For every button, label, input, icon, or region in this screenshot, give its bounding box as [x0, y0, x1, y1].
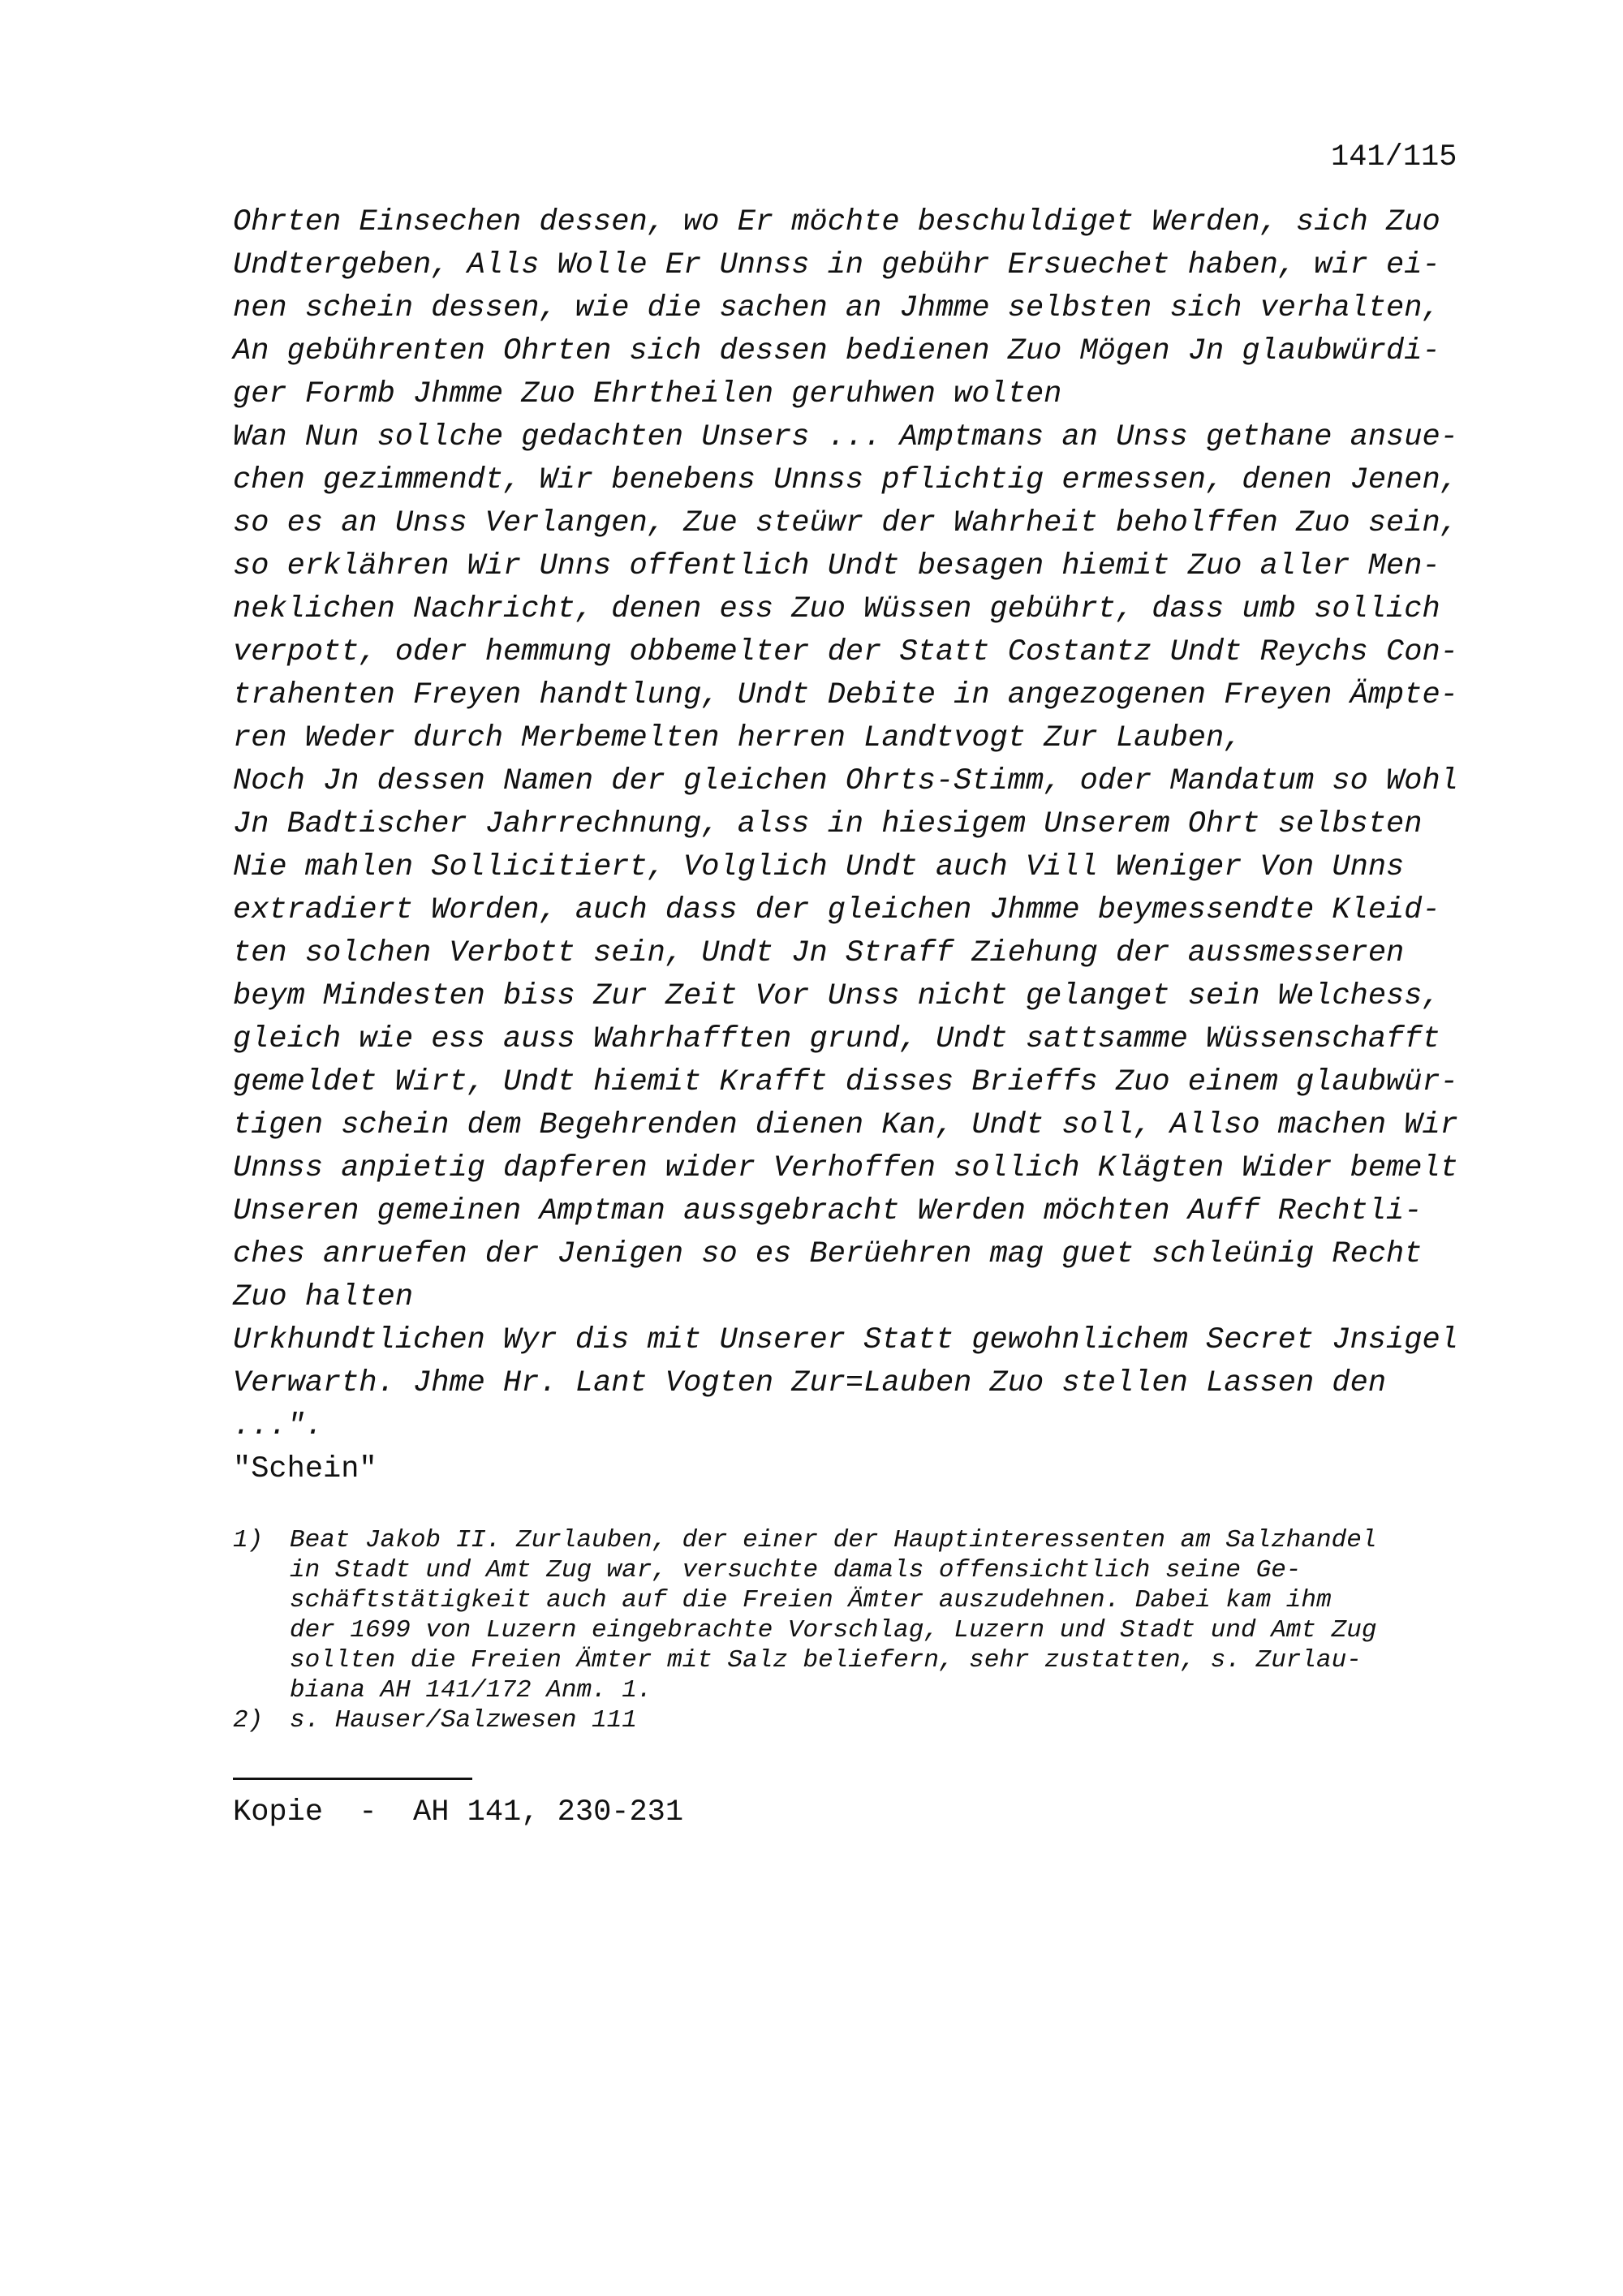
footnote-number: 1)	[233, 1526, 264, 1554]
footnotes	[233, 1525, 1499, 1735]
body-line: Ohrten Einsechen dessen, wo Er möchte beschuldiget Werden, sich Zuo	[233, 205, 1440, 239]
body-text	[233, 201, 1499, 1491]
body-line: Undtergeben, Alls Wolle Er Unnss in gebühr Ersuechet haben, wir ei-	[233, 248, 1440, 282]
footnote-line: sollten die Freien Ämter mit Salz beliefern, sehr zustatten, s. Zurlau-	[290, 1646, 1362, 1675]
body-line: nen schein dessen, wie die sachen an Jhmme selbsten sich verhalten,	[233, 291, 1440, 325]
page-number: 141/115	[1331, 140, 1457, 174]
schein-label: "Schein"	[233, 1452, 377, 1486]
footnote-text	[290, 1525, 1499, 1705]
body-line: Unnss anpietig dapferen wider Verhoffen sollich Klägten Wider bemelt	[233, 1151, 1458, 1185]
body-line: ren Weder durch Merbemelten herren Landtvogt Zur Lauben,	[233, 721, 1242, 755]
body-line: so erklähren Wir Unns offentlich Undt besagen hiemit Zuo aller Men-	[233, 549, 1440, 583]
footnote-line: Beat Jakob II. Zurlauben, der einer der Hauptinteressenten am Salzhandel	[290, 1526, 1377, 1554]
body-line: so es an Unss Verlangen, Zue steüwr der Wahrheit beholffen Zuo sein,	[233, 506, 1458, 540]
body-line: neklichen Nachricht, denen ess Zuo Wüssen gebührt, dass umb sollich	[233, 592, 1440, 626]
body-line: extradiert Worden, auch dass der gleichen Jhmme beymessendte Kleid-	[233, 893, 1440, 927]
body-line: gemeldet Wirt, Undt hiemit Krafft disses Brieffs Zuo einem glaubwür-	[233, 1065, 1458, 1099]
footnote-line: der 1699 von Luzern eingebrachte Vorschlag, Luzern und Stadt und Amt Zug	[290, 1616, 1377, 1645]
footnote-separator	[233, 1778, 472, 1780]
body-line: ten solchen Verbott sein, Undt Jn Straff Ziehung der aussmesseren	[233, 936, 1405, 970]
body-line: chen gezimmendt, Wir benebens Unnss pflichtig ermessen, denen Jenen,	[233, 463, 1458, 497]
body-line: ...".	[233, 1409, 324, 1443]
source-reference: Kopie - AH 141, 230-231	[233, 1795, 684, 1829]
body-line: An gebührenten Ohrten sich dessen bedienen Zuo Mögen Jn glaubwürdi-	[233, 334, 1440, 368]
footnote-line: s. Hauser/Salzwesen 111	[290, 1706, 637, 1735]
body-line: Jn Badtischer Jahrrechnung, alss in hiesigem Unserem Ohrt selbsten	[233, 807, 1423, 841]
footnote-line: schäftstätigkeit auch auf die Freien Ämter auszudehnen. Dabei kam ihm	[290, 1586, 1332, 1615]
body-line: Wan Nun sollche gedachten Unsers ... Amptmans an Unss gethane ansue-	[233, 420, 1458, 454]
body-line: Urkhundtlichen Wyr dis mit Unserer Statt gewohnlichem Secret Jnsigel	[233, 1323, 1458, 1357]
body-line: beym Mindesten biss Zur Zeit Vor Unss nicht gelanget sein Welchess,	[233, 979, 1440, 1013]
footnote-line: biana AH 141/172 Anm. 1.	[290, 1676, 652, 1705]
body-line: verpott, oder hemmung obbemelter der Statt Costantz Undt Reychs Con-	[233, 635, 1458, 669]
footnote-1	[233, 1525, 1499, 1705]
body-line: trahenten Freyen handtlung, Undt Debite in angezogenen Freyen Ämpte-	[233, 678, 1458, 712]
body-line: Unseren gemeinen Amptman aussgebracht Werden möchten Auff Rechtli-	[233, 1194, 1423, 1228]
body-line: gleich wie ess auss Wahrhafften grund, Undt sattsamme Wüssenschafft	[233, 1022, 1440, 1056]
body-line: ger Formb Jhmme Zuo Ehrtheilen geruhwen wolten	[233, 377, 1062, 411]
body-line: Zuo halten	[233, 1280, 414, 1314]
body-line: ches anruefen der Jenigen so es Berüehren mag guet schleünig Recht	[233, 1237, 1423, 1271]
footnote-line: in Stadt und Amt Zug war, versuchte damals offensichtlich seine Ge-	[290, 1556, 1302, 1584]
body-line: Noch Jn dessen Namen der gleichen Ohrts-Stimm, oder Mandatum so Wohl	[233, 764, 1458, 798]
body-line: tigen schein dem Begehrenden dienen Kan, Undt soll, Allso machen Wir	[233, 1108, 1458, 1142]
body-line: Verwarth. Jhme Hr. Lant Vogten Zur=Lauben Zuo stellen Lassen den	[233, 1366, 1387, 1400]
footnote-text	[290, 1705, 1499, 1735]
body-line: Nie mahlen Sollicitiert, Volglich Undt auch Vill Weniger Von Unns	[233, 850, 1405, 884]
footnote-2	[233, 1705, 1499, 1735]
footnote-number: 2)	[233, 1706, 264, 1735]
